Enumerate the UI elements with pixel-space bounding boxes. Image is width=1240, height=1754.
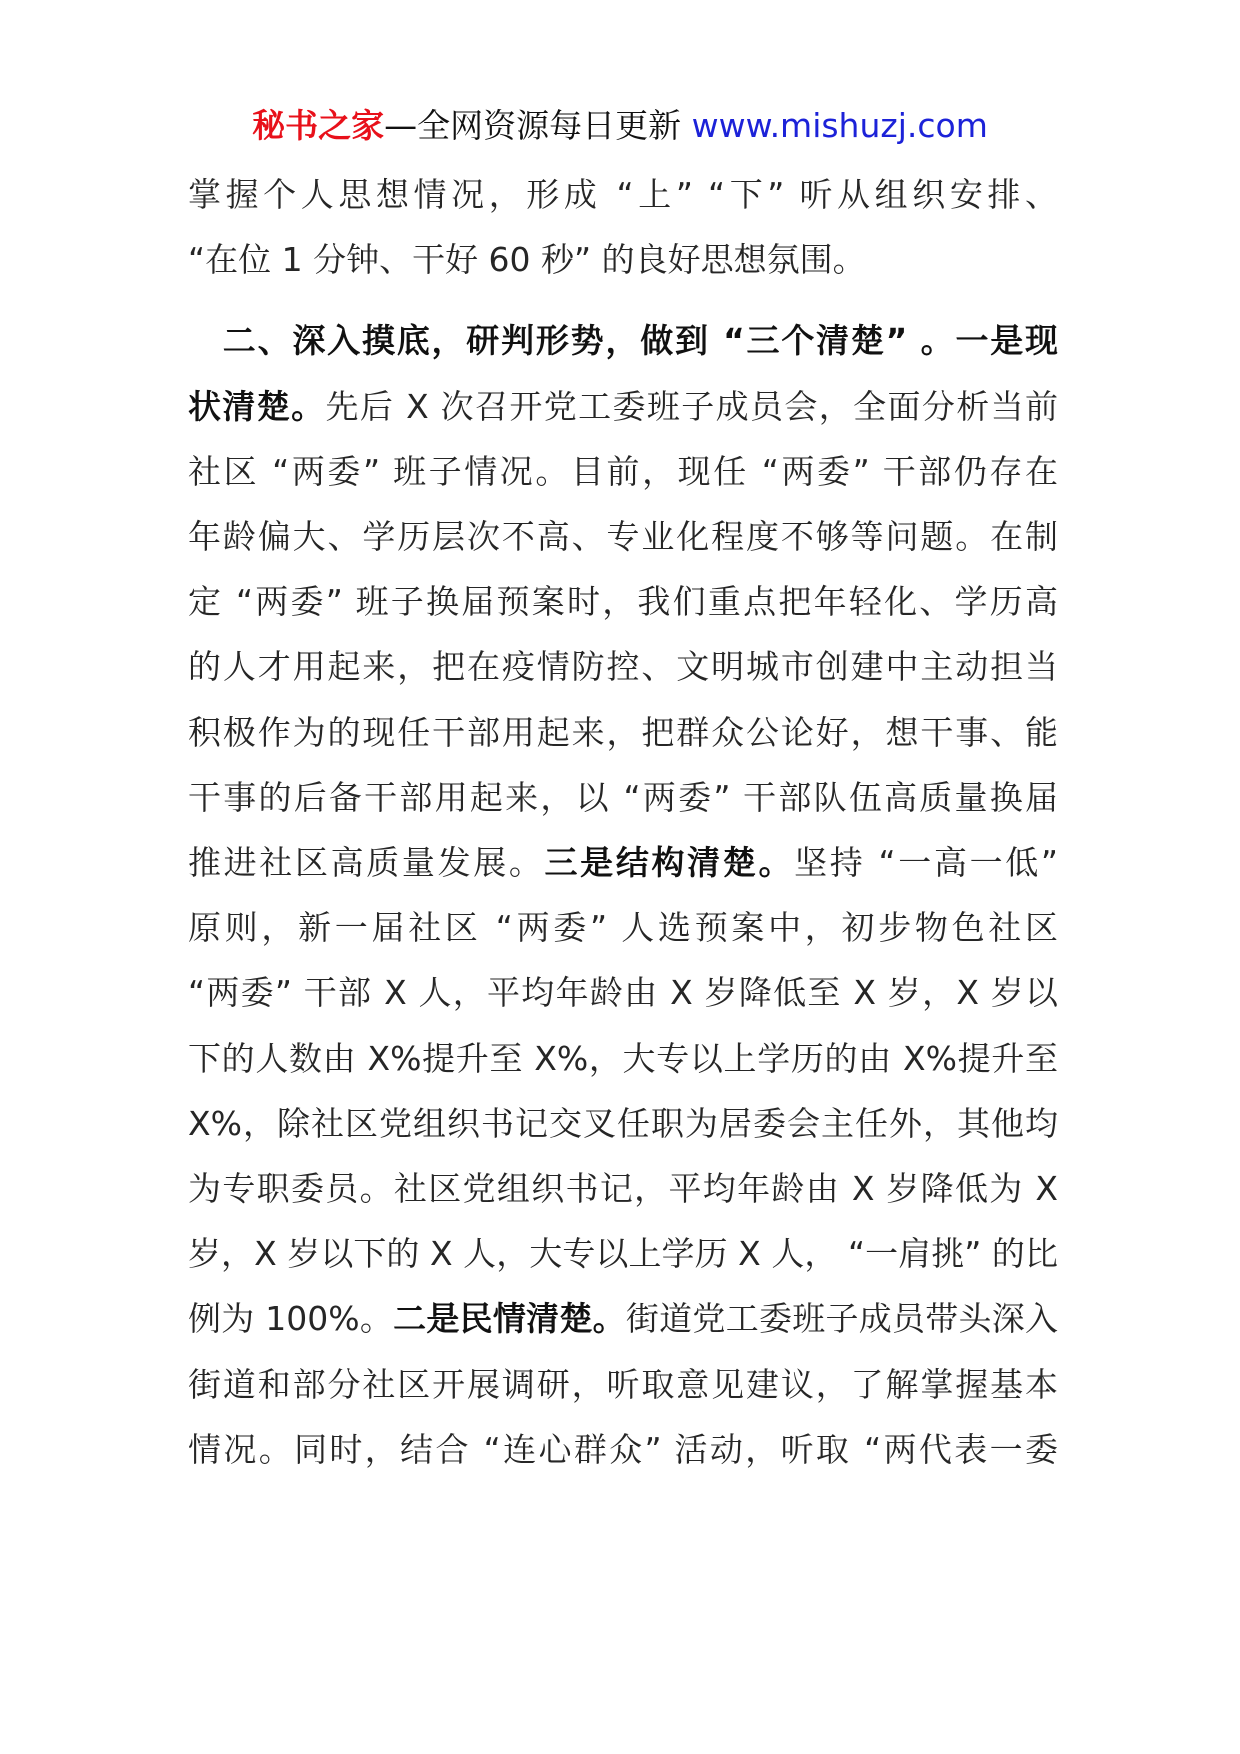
paragraph-2: [188, 308, 1058, 1482]
point-2-title: 二是民情清楚。: [393, 1299, 626, 1339]
point-3-title: 三是结构清楚。: [544, 843, 795, 883]
paragraph-2-line-8: 干事的后备干部用起来，以 “两委” 干部队伍高质量换届: [188, 777, 1058, 817]
point-1-text: 先后 X 次召开党工委班子成员会，全面分析当前: [325, 386, 1059, 426]
paragraph-2-line-14: 为专职委员。社区党组织书记，平均年龄由 X 岁降低为 X: [188, 1169, 1058, 1209]
paragraph-2-line-5: 定 “两委” 班子换届预案时，我们重点把年轻化、学历高: [188, 582, 1058, 622]
paragraph-2-line-18: 情况。同时，结合 “连心群众” 活动，听取 “两代表一委: [188, 1429, 1058, 1469]
line-16-text-b: 街道党工委班子成员带头深入: [625, 1299, 1059, 1339]
paragraph-2-line-3: 社区 “两委” 班子情况。目前，现任 “两委” 干部仍存在: [188, 451, 1059, 491]
section-heading: 二、深入摸底，研判形势，做到 “三个清楚” 。: [222, 321, 956, 361]
paragraph-2-line-4: 年龄偏大、学历层次不高、专业化程度不够等问题。在制: [188, 517, 1058, 557]
paragraph-2-line-15: 岁，X 岁以下的 X 人，大专以上学历 X 人， “一肩挑” 的比: [188, 1234, 1058, 1274]
paragraph-2-line-1: [188, 308, 1058, 373]
paragraph-1-line-2: “在位 1 分钟、干好 60 秒” 的良好思想氛围。: [188, 240, 866, 280]
line-9-text-b: 坚持 “一高一低”: [794, 843, 1059, 883]
paragraph-2-line-7: 积极作为的现任干部用起来，把群众公论好，想干事、能: [188, 712, 1058, 752]
watermark-url: www.mishuzj.com: [691, 106, 988, 145]
paragraph-2-line-12: 下的人数由 X%提升至 X%，大专以上学历的由 X%提升至: [188, 1038, 1059, 1078]
paragraph-2-line-16: [188, 1286, 1058, 1351]
paragraph-2-line-2: [188, 374, 1058, 439]
paragraph-1-line-1: 掌握个人思想情况，形成 “上” “下” 听从组织安排、: [188, 175, 1058, 214]
paragraph-2-line-13: X%，除社区党组织书记交叉任职为居委会主任外，其他均: [188, 1103, 1058, 1143]
paragraph-2-line-17: 街道和部分社区开展调研，听取意见建议，了解掌握基本: [188, 1364, 1058, 1404]
paragraph-2-line-10: 原则，新一届社区 “两委” 人选预案中，初步物色社区: [188, 908, 1058, 948]
paragraph-1: [188, 162, 1058, 292]
watermark-header: [0, 104, 1240, 148]
watermark-brand: 秘书之家: [252, 106, 385, 145]
line-16-text-a: 例为 100%。: [188, 1299, 394, 1339]
document-body: [188, 162, 1058, 1482]
point-1-title-a: 一是现: [955, 321, 1059, 361]
point-1-title-b: 状清楚。: [188, 386, 326, 426]
paragraph-2-line-11: “两委” 干部 X 人，平均年龄由 X 岁降低至 X 岁，X 岁以: [188, 973, 1058, 1013]
paragraph-2-line-6: 的人才用起来，把在疫情防控、文明城市创建中主动担当: [188, 647, 1058, 687]
watermark-tagline: —全网资源每日更新: [384, 106, 692, 145]
paragraph-2-line-9: [188, 830, 1058, 895]
line-9-text-a: 推进社区高质量发展。: [188, 843, 545, 883]
